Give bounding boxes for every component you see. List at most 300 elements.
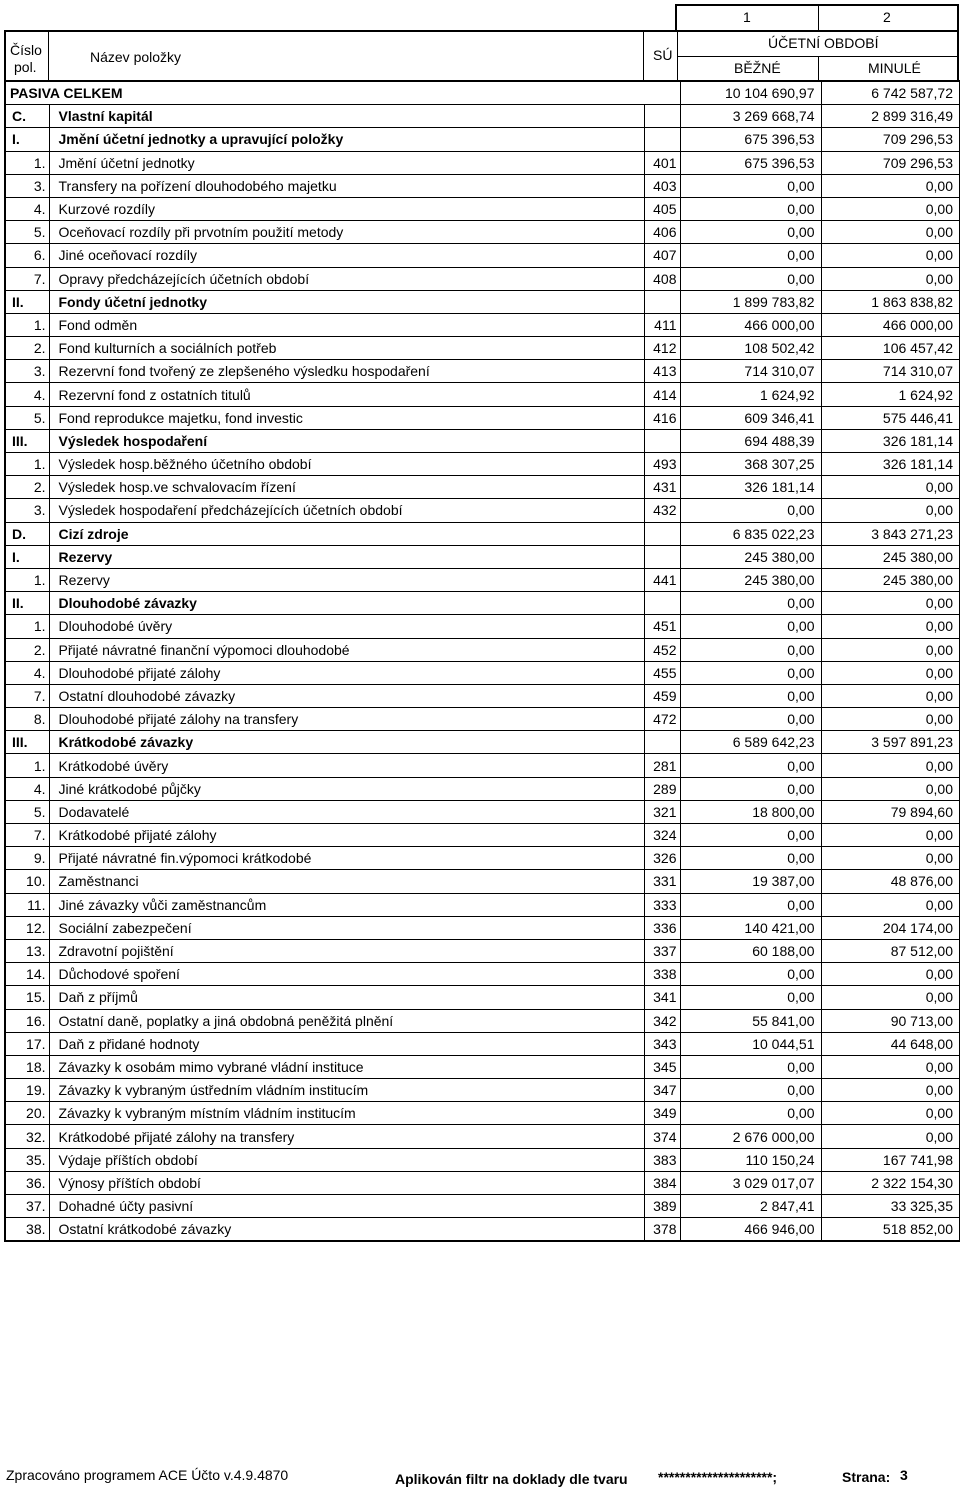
row-current-value: 0,00 <box>680 267 821 290</box>
table-row <box>5 105 960 128</box>
table-row <box>5 592 960 615</box>
row-current-value: 0,00 <box>680 1055 821 1078</box>
table-row <box>5 267 960 290</box>
row-previous-value: 33 325,35 <box>821 1195 960 1218</box>
row-number: 18. <box>5 1055 49 1078</box>
table-row <box>5 197 960 220</box>
row-previous-value: 0,00 <box>821 1055 960 1078</box>
row-number: 2. <box>5 638 49 661</box>
row-account: 407 <box>644 244 680 267</box>
row-number: C. <box>5 105 49 128</box>
row-number: 13. <box>5 939 49 962</box>
footer-filter: Aplikován filtr na doklady dle tvaru <box>395 1471 628 1487</box>
balance-table-body <box>5 81 960 1241</box>
row-previous-value: 0,00 <box>821 893 960 916</box>
row-previous-value: 0,00 <box>821 754 960 777</box>
row-current-value: 368 307,25 <box>680 453 821 476</box>
row-previous-value: 0,00 <box>821 708 960 731</box>
table-row <box>5 128 960 151</box>
row-name: Výsledek hospodaření <box>49 429 644 452</box>
row-current-value: 1 899 783,82 <box>680 290 821 313</box>
row-name: Výnosy příštích období <box>49 1171 644 1194</box>
row-name: Dohadné účty pasivní <box>49 1195 644 1218</box>
table-row <box>5 476 960 499</box>
row-previous-value: 0,00 <box>821 197 960 220</box>
table-row <box>5 1218 960 1242</box>
row-number: 1. <box>5 568 49 591</box>
row-name: Rezervní fond tvořený ze zlepšeného výsledku hospodaření <box>49 360 644 383</box>
header-pol: pol. <box>14 59 37 75</box>
row-number: I. <box>5 545 49 568</box>
table-row <box>5 708 960 731</box>
table-row <box>5 81 960 105</box>
row-previous-value: 3 597 891,23 <box>821 731 960 754</box>
row-previous-value: 2 899 316,49 <box>821 105 960 128</box>
row-previous-value: 0,00 <box>821 684 960 707</box>
table-row <box>5 290 960 313</box>
row-current-value: 609 346,41 <box>680 406 821 429</box>
row-current-value: 0,00 <box>680 592 821 615</box>
row-current-value: 326 181,14 <box>680 476 821 499</box>
row-name: Vlastní kapitál <box>49 105 644 128</box>
row-account: 336 <box>644 916 680 939</box>
row-previous-value: 6 742 587,72 <box>821 81 960 105</box>
row-number: 7. <box>5 267 49 290</box>
row-previous-value: 0,00 <box>821 476 960 499</box>
footer-page-number: 3 <box>900 1467 908 1483</box>
row-current-value: 0,00 <box>680 777 821 800</box>
table-row <box>5 360 960 383</box>
row-current-value: 110 150,24 <box>680 1148 821 1171</box>
row-previous-value: 0,00 <box>821 777 960 800</box>
table-row <box>5 337 960 360</box>
row-current-value: 0,00 <box>680 244 821 267</box>
table-row <box>5 1195 960 1218</box>
row-number: 3. <box>5 174 49 197</box>
row-number: 19. <box>5 1079 49 1102</box>
row-current-value: 245 380,00 <box>680 545 821 568</box>
row-account: 326 <box>644 847 680 870</box>
table-row <box>5 870 960 893</box>
row-name: Transfery na pořízení dlouhodobého majetku <box>49 174 644 197</box>
table-row <box>5 1009 960 1032</box>
divider <box>677 56 957 57</box>
row-number: 4. <box>5 661 49 684</box>
row-previous-value: 0,00 <box>821 661 960 684</box>
row-number: 2. <box>5 476 49 499</box>
row-account: 333 <box>644 893 680 916</box>
table-row <box>5 684 960 707</box>
row-previous-value: 1 863 838,82 <box>821 290 960 313</box>
footer-program: Zpracováno programem ACE Účto v.4.9.4870 <box>6 1467 289 1483</box>
row-account <box>644 81 680 105</box>
row-previous-value: 0,00 <box>821 267 960 290</box>
row-name: Rezervy <box>49 545 644 568</box>
row-name: Dlouhodobé přijaté zálohy <box>49 661 644 684</box>
row-previous-value: 0,00 <box>821 174 960 197</box>
row-name: Ostatní dlouhodobé závazky <box>49 684 644 707</box>
row-name: Závazky k osobám mimo vybrané vládní instituce <box>49 1055 644 1078</box>
table-row <box>5 313 960 336</box>
row-current-value: 0,00 <box>680 1102 821 1125</box>
table-row <box>5 1055 960 1078</box>
table-row <box>5 893 960 916</box>
header-cislo: Číslo <box>10 42 42 58</box>
row-number: 7. <box>5 824 49 847</box>
row-current-value: 140 421,00 <box>680 916 821 939</box>
row-current-value: 3 269 668,74 <box>680 105 821 128</box>
table-row <box>5 731 960 754</box>
row-account <box>644 429 680 452</box>
row-account: 345 <box>644 1055 680 1078</box>
row-name: Jiné oceňovací rozdíly <box>49 244 644 267</box>
row-previous-value: 0,00 <box>821 499 960 522</box>
row-previous-value: 709 296,53 <box>821 151 960 174</box>
row-name: Výsledek hosp.běžného účetního období <box>49 453 644 476</box>
column-index-2: 2 <box>883 9 891 25</box>
row-name: Výsledek hospodaření předcházejících účetních období <box>49 499 644 522</box>
row-previous-value: 90 713,00 <box>821 1009 960 1032</box>
row-number: 8. <box>5 708 49 731</box>
row-name <box>49 81 644 105</box>
row-current-value: 1 624,92 <box>680 383 821 406</box>
row-number: 1. <box>5 151 49 174</box>
row-current-value: 55 841,00 <box>680 1009 821 1032</box>
row-current-value: 0,00 <box>680 847 821 870</box>
row-account: 413 <box>644 360 680 383</box>
row-account: 441 <box>644 568 680 591</box>
table-row <box>5 824 960 847</box>
table-row <box>5 661 960 684</box>
row-number: 5. <box>5 221 49 244</box>
row-name: Krátkodobé přijaté zálohy <box>49 824 644 847</box>
row-number: 1. <box>5 754 49 777</box>
footer-page-label: Strana: <box>842 1469 891 1485</box>
row-number: 3. <box>5 499 49 522</box>
row-name: Jiné krátkodobé půjčky <box>49 777 644 800</box>
divider <box>643 32 644 81</box>
divider <box>48 32 49 81</box>
row-account: 374 <box>644 1125 680 1148</box>
row-current-value: 0,00 <box>680 1079 821 1102</box>
row-number: I. <box>5 128 49 151</box>
row-previous-value: 204 174,00 <box>821 916 960 939</box>
row-previous-value: 0,00 <box>821 963 960 986</box>
row-previous-value: 714 310,07 <box>821 360 960 383</box>
row-account: 451 <box>644 615 680 638</box>
row-previous-value: 709 296,53 <box>821 128 960 151</box>
row-account <box>644 290 680 313</box>
row-name: Výsledek hosp.ve schvalovacím řízení <box>49 476 644 499</box>
row-number: 20. <box>5 1102 49 1125</box>
row-account: 341 <box>644 986 680 1009</box>
row-account: 321 <box>644 800 680 823</box>
row-current-value: 108 502,42 <box>680 337 821 360</box>
row-name: Dodavatelé <box>49 800 644 823</box>
row-previous-value: 0,00 <box>821 244 960 267</box>
row-current-value: 2 676 000,00 <box>680 1125 821 1148</box>
row-name: Dlouhodobé závazky <box>49 592 644 615</box>
row-account: 289 <box>644 777 680 800</box>
row-previous-value: 79 894,60 <box>821 800 960 823</box>
row-previous-value: 0,00 <box>821 638 960 661</box>
row-current-value: 10 044,51 <box>680 1032 821 1055</box>
header-period-previous: MINULÉ <box>868 60 921 76</box>
row-number: 35. <box>5 1148 49 1171</box>
row-number: 2. <box>5 337 49 360</box>
table-row <box>5 453 960 476</box>
row-number: 32. <box>5 1125 49 1148</box>
table-row <box>5 777 960 800</box>
row-current-value: 0,00 <box>680 986 821 1009</box>
row-number: 38. <box>5 1218 49 1242</box>
row-account: 406 <box>644 221 680 244</box>
row-account <box>644 545 680 568</box>
row-previous-value: 87 512,00 <box>821 939 960 962</box>
row-number: PASIVA CELKEM <box>5 81 49 105</box>
table-row <box>5 244 960 267</box>
row-account: 378 <box>644 1218 680 1242</box>
row-number: 12. <box>5 916 49 939</box>
table-row <box>5 1148 960 1171</box>
row-account: 412 <box>644 337 680 360</box>
row-name: Jmění účetní jednotky a upravující položky <box>49 128 644 151</box>
row-current-value: 0,00 <box>680 824 821 847</box>
row-name: Opravy předcházejících účetních období <box>49 267 644 290</box>
row-number: III. <box>5 731 49 754</box>
row-current-value: 0,00 <box>680 708 821 731</box>
row-account: 411 <box>644 313 680 336</box>
table-row <box>5 615 960 638</box>
row-current-value: 0,00 <box>680 963 821 986</box>
table-row <box>5 916 960 939</box>
row-current-value: 10 104 690,97 <box>680 81 821 105</box>
row-number: 1. <box>5 453 49 476</box>
row-account: 349 <box>644 1102 680 1125</box>
table-row <box>5 1079 960 1102</box>
row-number: 15. <box>5 986 49 1009</box>
row-name: Zdravotní pojištění <box>49 939 644 962</box>
row-current-value: 0,00 <box>680 661 821 684</box>
row-previous-value: 0,00 <box>821 1125 960 1148</box>
row-current-value: 0,00 <box>680 499 821 522</box>
row-current-value: 0,00 <box>680 684 821 707</box>
row-name: Fond odměn <box>49 313 644 336</box>
row-account: 416 <box>644 406 680 429</box>
row-current-value: 19 387,00 <box>680 870 821 893</box>
row-name: Přijaté návratné fin.výpomoci krátkodobé <box>49 847 644 870</box>
table-row <box>5 847 960 870</box>
row-current-value: 0,00 <box>680 221 821 244</box>
table-row <box>5 499 960 522</box>
row-name: Sociální zabezpečení <box>49 916 644 939</box>
row-name: Přijaté návratné finanční výpomoci dlouhodobé <box>49 638 644 661</box>
row-account: 455 <box>644 661 680 684</box>
row-number: 36. <box>5 1171 49 1194</box>
row-number: 5. <box>5 800 49 823</box>
row-current-value: 694 488,39 <box>680 429 821 452</box>
row-previous-value: 575 446,41 <box>821 406 960 429</box>
table-row <box>5 963 960 986</box>
row-previous-value: 0,00 <box>821 824 960 847</box>
header-period-current: BĚŽNÉ <box>734 60 781 76</box>
row-previous-value: 466 000,00 <box>821 313 960 336</box>
row-account <box>644 731 680 754</box>
row-account: 331 <box>644 870 680 893</box>
row-name: Výdaje příštích období <box>49 1148 644 1171</box>
row-account: 472 <box>644 708 680 731</box>
row-name: Krátkodobé závazky <box>49 731 644 754</box>
divider <box>818 6 819 30</box>
table-row <box>5 754 960 777</box>
row-previous-value: 518 852,00 <box>821 1218 960 1242</box>
row-account: 405 <box>644 197 680 220</box>
table-row <box>5 174 960 197</box>
row-current-value: 0,00 <box>680 638 821 661</box>
table-row <box>5 638 960 661</box>
row-account: 383 <box>644 1148 680 1171</box>
header-name: Název položky <box>90 49 182 65</box>
column-index-header <box>675 4 959 30</box>
table-row <box>5 1125 960 1148</box>
row-name: Ostatní daně, poplatky a jiná obdobná peněžitá plnění <box>49 1009 644 1032</box>
row-name: Cizí zdroje <box>49 522 644 545</box>
row-name: Krátkodobé přijaté zálohy na transfery <box>49 1125 644 1148</box>
row-name: Závazky k vybraným ústředním vládním institucím <box>49 1079 644 1102</box>
row-name: Jmění účetní jednotky <box>49 151 644 174</box>
row-number: 14. <box>5 963 49 986</box>
row-current-value: 714 310,07 <box>680 360 821 383</box>
row-number: 3. <box>5 360 49 383</box>
row-account: 401 <box>644 151 680 174</box>
row-current-value: 466 946,00 <box>680 1218 821 1242</box>
row-current-value: 18 800,00 <box>680 800 821 823</box>
row-account <box>644 105 680 128</box>
row-account: 347 <box>644 1079 680 1102</box>
row-previous-value: 326 181,14 <box>821 429 960 452</box>
row-name: Závazky k vybraným místním vládním institucím <box>49 1102 644 1125</box>
row-account: 452 <box>644 638 680 661</box>
row-current-value: 3 029 017,07 <box>680 1171 821 1194</box>
header-su: SÚ <box>653 47 673 63</box>
row-current-value: 675 396,53 <box>680 128 821 151</box>
row-previous-value: 48 876,00 <box>821 870 960 893</box>
row-name: Zaměstnanci <box>49 870 644 893</box>
row-name: Ostatní krátkodobé závazky <box>49 1218 644 1242</box>
row-name: Dlouhodobé úvěry <box>49 615 644 638</box>
row-name: Dlouhodobé přijaté zálohy na transfery <box>49 708 644 731</box>
row-number: 7. <box>5 684 49 707</box>
row-current-value: 6 835 022,23 <box>680 522 821 545</box>
row-current-value: 0,00 <box>680 174 821 197</box>
row-number: 4. <box>5 383 49 406</box>
row-account: 337 <box>644 939 680 962</box>
row-name: Daň z přidané hodnoty <box>49 1032 644 1055</box>
table-row <box>5 151 960 174</box>
row-number: 17. <box>5 1032 49 1055</box>
row-name: Důchodové spoření <box>49 963 644 986</box>
table-row <box>5 1171 960 1194</box>
balance-table <box>4 80 960 1242</box>
row-account: 281 <box>644 754 680 777</box>
row-current-value: 675 396,53 <box>680 151 821 174</box>
row-name: Rezervní fond z ostatních titulů <box>49 383 644 406</box>
row-number: 1. <box>5 615 49 638</box>
table-row <box>5 986 960 1009</box>
divider <box>818 56 819 81</box>
row-current-value: 0,00 <box>680 893 821 916</box>
row-previous-value: 167 741,98 <box>821 1148 960 1171</box>
table-row <box>5 522 960 545</box>
row-previous-value: 0,00 <box>821 592 960 615</box>
row-previous-value: 44 648,00 <box>821 1032 960 1055</box>
row-previous-value: 3 843 271,23 <box>821 522 960 545</box>
row-account: 459 <box>644 684 680 707</box>
row-current-value: 466 000,00 <box>680 313 821 336</box>
row-account <box>644 592 680 615</box>
row-number: D. <box>5 522 49 545</box>
row-account: 431 <box>644 476 680 499</box>
row-current-value: 2 847,41 <box>680 1195 821 1218</box>
header-period-title: ÚČETNÍ OBDOBÍ <box>768 35 879 51</box>
row-previous-value: 0,00 <box>821 615 960 638</box>
row-name: Fond kulturních a sociálních potřeb <box>49 337 644 360</box>
row-account: 338 <box>644 963 680 986</box>
row-current-value: 0,00 <box>680 754 821 777</box>
row-previous-value: 2 322 154,30 <box>821 1171 960 1194</box>
row-name: Krátkodobé úvěry <box>49 754 644 777</box>
table-row <box>5 406 960 429</box>
row-previous-value: 0,00 <box>821 1102 960 1125</box>
row-account: 324 <box>644 824 680 847</box>
row-number: II. <box>5 290 49 313</box>
table-row <box>5 545 960 568</box>
row-number: 16. <box>5 1009 49 1032</box>
row-number: 4. <box>5 777 49 800</box>
footer-stars: *********************; <box>658 1469 778 1485</box>
row-number: III. <box>5 429 49 452</box>
table-row <box>5 939 960 962</box>
table-row <box>5 383 960 406</box>
table-row <box>5 568 960 591</box>
row-name: Fond reprodukce majetku, fond investic <box>49 406 644 429</box>
row-previous-value: 1 624,92 <box>821 383 960 406</box>
row-current-value: 60 188,00 <box>680 939 821 962</box>
row-account: 408 <box>644 267 680 290</box>
row-number: 4. <box>5 197 49 220</box>
row-current-value: 0,00 <box>680 615 821 638</box>
row-name: Fondy účetní jednotky <box>49 290 644 313</box>
row-number: 11. <box>5 893 49 916</box>
row-current-value: 6 589 642,23 <box>680 731 821 754</box>
column-index-1: 1 <box>743 9 751 25</box>
table-row <box>5 429 960 452</box>
row-previous-value: 0,00 <box>821 986 960 1009</box>
table-row <box>5 800 960 823</box>
row-previous-value: 106 457,42 <box>821 337 960 360</box>
row-previous-value: 245 380,00 <box>821 568 960 591</box>
row-account: 493 <box>644 453 680 476</box>
row-account <box>644 128 680 151</box>
row-account: 342 <box>644 1009 680 1032</box>
row-previous-value: 0,00 <box>821 1079 960 1102</box>
table-row <box>5 221 960 244</box>
row-current-value: 0,00 <box>680 197 821 220</box>
table-row <box>5 1102 960 1125</box>
row-current-value: 245 380,00 <box>680 568 821 591</box>
row-number: 6. <box>5 244 49 267</box>
row-previous-value: 326 181,14 <box>821 453 960 476</box>
